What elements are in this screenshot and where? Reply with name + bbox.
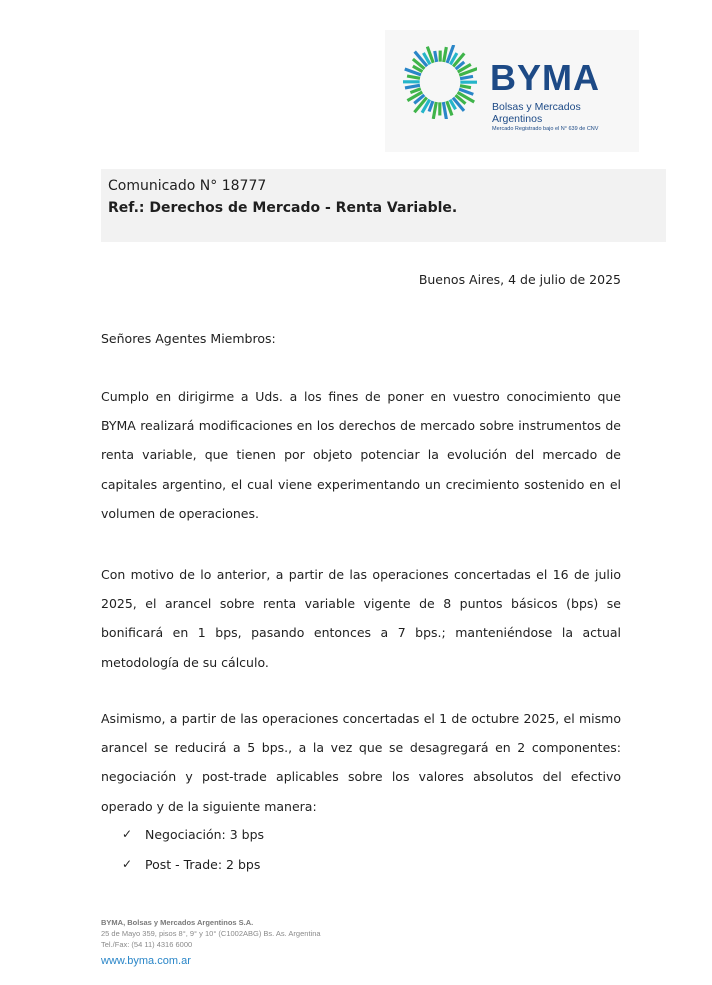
byma-logo (385, 30, 639, 152)
list-item-text: Negociación: 3 bps (145, 827, 265, 842)
logo-ring-bar (403, 80, 420, 83)
list-item (101, 850, 264, 880)
footer-phone: Tel./Fax: (54 11) 4316 6000 (101, 940, 193, 949)
paragraph-3: Asimismo, a partir de las operaciones concertadas el 1 de octubre 2025, el mismo arancel se reducirá a 5 bps., a la vez que se desagregará en 2 componentes: negociación y post-trade aplicables sobre los valores absolutos del efectivo operado y de la siguiente manera: (101, 711, 621, 814)
logo-ring-bar (460, 81, 477, 84)
logo-ring-bar (439, 51, 442, 62)
logo-ring-bar (438, 102, 441, 115)
communique-number: Comunicado N° 18777 (108, 178, 267, 194)
list-item (101, 820, 264, 850)
brand-registration: Mercado Registrado bajo el N° 639 de CNV (492, 126, 599, 132)
letter-greeting: Señores Agentes Miembros: (101, 331, 276, 346)
communique-reference: Ref.: Derechos de Mercado - Renta Variable. (108, 200, 458, 216)
checkmark-icon: ✓ (122, 827, 133, 841)
communique-header (101, 169, 666, 242)
brand-name: BYMA (490, 57, 600, 98)
footer-website-link[interactable]: www.byma.com.ar (101, 955, 191, 967)
footer-company: BYMA, Bolsas y Mercados Argentinos S.A. (101, 918, 254, 927)
footer-address: 25 de Mayo 359, pisos 8°, 9° y 10° (C1002ABG) Bs. As. Argentina (101, 929, 321, 938)
fee-components-list (101, 820, 264, 879)
paragraph-2: Con motivo de lo anterior, a partir de las operaciones concertadas el 16 de julio 2025, el arancel sobre renta variable vigente de 8 puntos básicos (bps) se bonificará en 1 bps, pasando entonces a 7 bps.; manteniéndose la actual metodología de su cálculo. (101, 567, 621, 670)
list-item-text: Post - Trade: 2 bps (145, 856, 261, 872)
page-footer (101, 918, 321, 970)
letter-date: Buenos Aires, 4 de julio de 2025 (418, 272, 621, 287)
logo-ring-icon (403, 45, 477, 119)
checkmark-icon: ✓ (122, 856, 133, 871)
brand-subtitle: Bolsas y Mercados Argentinos (492, 101, 581, 125)
paragraph-1: Cumplo en dirigirme a Uds. a los fines de poner en vuestro conocimiento que BYMA realizará modificaciones en los derechos de mercado sobre instrumentos de renta variable, que tienen por objeto potenciar la evolución del mercado de capitales argentino, el cual viene experimentando un crecimiento sostenido en el volumen de operaciones. (101, 389, 621, 521)
